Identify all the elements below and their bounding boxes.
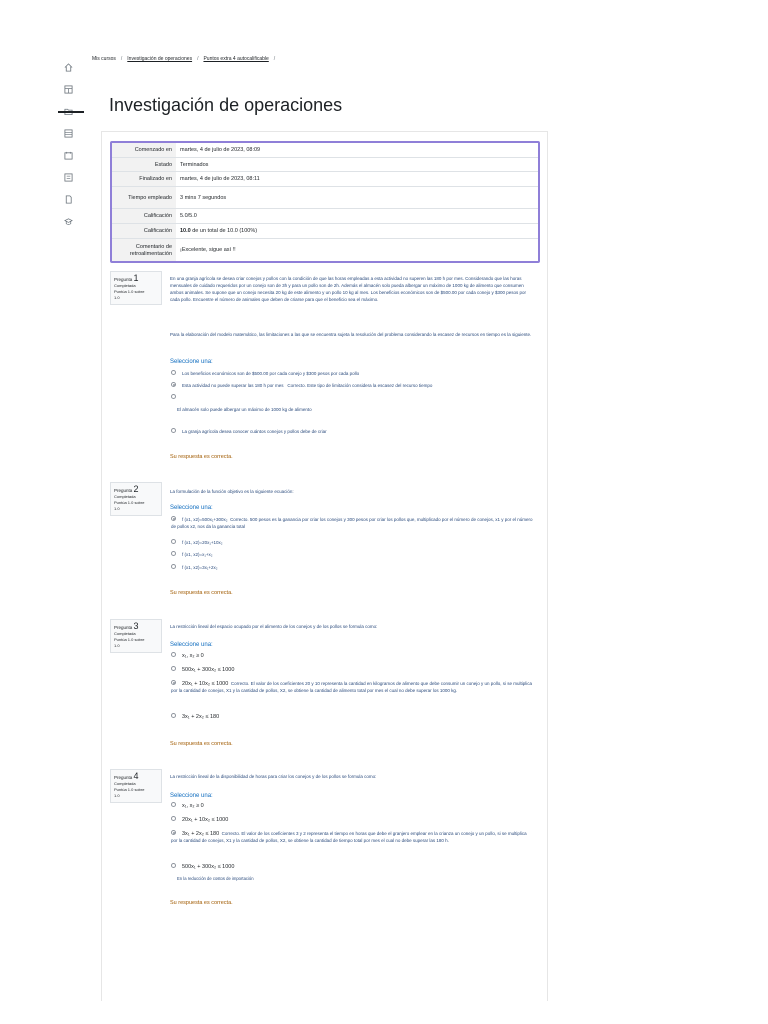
- summary-row-finished: [112, 172, 538, 187]
- summary-value: martes, 4 de julio de 2023, 08:11: [180, 176, 260, 182]
- question-label: Pregunta: [114, 625, 133, 630]
- summary-label: Calificación: [112, 209, 176, 223]
- answer-option[interactable]: [171, 667, 533, 674]
- page-title: Investigación de operaciones: [109, 95, 343, 115]
- answer-option[interactable]: [171, 429, 533, 436]
- option-feedback: Correcto. El valor de los coeficientes 20 y 10 representa la cantidad en kilogramos de alimento que debe consumir un conejo y un pollo, si se multiplica por la cantidad de conejos, X1 y la cantidad de pollos, X2, se obtiene la cantidad de alimento total por mes el cual no debe superar los 1000 kg.: [171, 681, 532, 693]
- summary-value: 3 mins 7 segundos: [180, 194, 227, 201]
- breadcrumb-quiz[interactable]: Puntos extra 4 autocalificable: [203, 56, 269, 62]
- option-text: f (x1, x2)=20x₁+10x₂: [182, 540, 223, 545]
- summary-value: Terminados: [180, 161, 209, 168]
- option-subtext: El almacén solo puede albergar un máximo de 1000 kg de alimento: [177, 407, 312, 412]
- summary-row-started: [112, 143, 538, 158]
- question-number: [114, 623, 158, 631]
- option-text: x₁, x₂ ≥ 0: [182, 803, 204, 809]
- grid-icon[interactable]: [52, 124, 84, 146]
- answer-option[interactable]: [171, 864, 533, 871]
- summary-label: Calificación: [112, 224, 176, 238]
- radio-button[interactable]: [171, 370, 176, 375]
- answer-option[interactable]: [171, 540, 533, 547]
- file-icon[interactable]: [52, 190, 84, 212]
- option-text: La granja agrícola desea conocer cuántos conejos y pollos debe de criar: [182, 429, 327, 434]
- question-score: Puntúa 1.0 sobre 1.0: [114, 500, 145, 511]
- summary-row-state: [112, 158, 538, 172]
- question-text: La restricción lineal de la disponibilidad de horas para criar los conejos y de los pollos se formula como:: [170, 774, 377, 779]
- radio-button[interactable]: [171, 652, 176, 657]
- summary-label: Finalizado en: [112, 172, 176, 186]
- radio-button[interactable]: [171, 666, 176, 671]
- answer-option[interactable]: [171, 714, 533, 721]
- radio-button[interactable]: [171, 802, 176, 807]
- option-subtext: En la reducción de costos de importación: [177, 876, 254, 881]
- select-one-label: Seleccione una:: [170, 505, 213, 511]
- radio-button[interactable]: [171, 551, 176, 556]
- answer-option[interactable]: [171, 653, 533, 660]
- breadcrumb: [92, 56, 280, 62]
- radio-button[interactable]: [171, 394, 176, 399]
- option-text: 20x₁ + 10x₂ ≤ 1000: [182, 817, 229, 823]
- question-text: La formulación de la función objetivo es la siguiente ecuación:: [170, 489, 294, 494]
- radio-button[interactable]: [171, 816, 176, 821]
- question-number-value: 4: [133, 771, 139, 781]
- question-info-4: [110, 769, 162, 803]
- question-label: Pregunta: [114, 775, 133, 780]
- question-label: Pregunta: [114, 488, 133, 493]
- radio-button[interactable]: [171, 713, 176, 718]
- question-text: La restricción lineal del espacio ocupado por el alimento de los conejos y de los pollos se formula como:: [170, 624, 378, 629]
- question-number: [114, 486, 158, 494]
- select-one-label: Seleccione una:: [170, 642, 213, 648]
- answer-option[interactable]: [171, 383, 533, 390]
- option-text: f (x1, x2)=500x₁+300x₂: [182, 517, 228, 522]
- question-score: Puntúa 1.0 sobre 1.0: [114, 289, 145, 300]
- answer-option[interactable]: [171, 817, 533, 824]
- summary-row-grade: [112, 224, 538, 239]
- question-label: Pregunta: [114, 277, 133, 282]
- question-status: Completada: [114, 283, 136, 288]
- question-score: Puntúa 1.0 sobre 1.0: [114, 787, 145, 798]
- question-score: Puntúa 1.0 sobre 1.0: [114, 637, 145, 648]
- option-text: f (x1, x2)=3x₁+2x₂: [182, 565, 218, 570]
- breadcrumb-my-courses[interactable]: Mis cursos: [92, 56, 116, 62]
- radio-button[interactable]: [171, 863, 176, 868]
- list-icon[interactable]: [52, 168, 84, 190]
- radio-button[interactable]: [171, 428, 176, 433]
- question-number-value: 2: [133, 484, 139, 494]
- question-feedback: Su respuesta es correcta.: [170, 590, 233, 596]
- select-one-label: Seleccione una:: [170, 359, 213, 365]
- radio-button-selected[interactable]: [171, 516, 176, 521]
- option-text: 20x₁ + 10x₂ ≤ 1000: [182, 681, 229, 687]
- option-text: Los beneficios económicos son de $500.00 por cada conejo y $300 pesos por cada pollo: [182, 371, 360, 376]
- dashboard-icon[interactable]: [52, 80, 84, 102]
- question-number-value: 1: [133, 273, 139, 283]
- radio-button[interactable]: [171, 539, 176, 544]
- radio-button-selected[interactable]: [171, 382, 176, 387]
- summary-row-time: [112, 187, 538, 209]
- question-number-value: 3: [133, 621, 139, 631]
- answer-option[interactable]: [171, 565, 533, 572]
- question-info-2: [110, 482, 162, 516]
- breadcrumb-separator: /: [273, 56, 276, 62]
- side-nav-rail: [52, 58, 84, 234]
- grad-cap-icon[interactable]: [52, 212, 84, 234]
- question-number: [114, 773, 158, 781]
- grade-value: 10.0: [180, 228, 191, 234]
- radio-button-selected[interactable]: [171, 680, 176, 685]
- option-text: x₁, x₂ ≥ 0: [182, 653, 204, 659]
- radio-button[interactable]: [171, 564, 176, 569]
- grade-total: de un total de 10.0 (100%): [190, 228, 258, 234]
- calendar-icon[interactable]: [52, 146, 84, 168]
- option-text: 500x₁ + 300x₂ ≤ 1000: [182, 667, 235, 673]
- answer-option[interactable]: [171, 831, 533, 844]
- summary-label: Estado: [112, 158, 176, 171]
- summary-label: Comentario de retroalimentación: [112, 239, 176, 261]
- question-info-3: [110, 619, 162, 653]
- answer-option[interactable]: [171, 681, 533, 694]
- question-feedback: Su respuesta es correcta.: [170, 900, 233, 906]
- question-text: Para la elaboración del modelo matemático, las limitaciones a las que se encuentra sujeta la resolución del problema considerando la escasez de recursos en tiempo es la siguiente.: [170, 332, 532, 337]
- question-info-1: [110, 271, 162, 305]
- question-status: Completada: [114, 781, 136, 786]
- question-number: [114, 275, 158, 283]
- question-feedback: Su respuesta es correcta.: [170, 454, 233, 460]
- folder-icon[interactable]: [52, 102, 84, 124]
- summary-row-marks: [112, 209, 538, 224]
- breadcrumb-course[interactable]: Investigación de operaciones: [127, 56, 193, 62]
- answer-option[interactable]: [171, 371, 533, 378]
- attempt-summary-table: [110, 141, 540, 263]
- summary-value: 5.0/5.0: [180, 213, 197, 219]
- breadcrumb-separator: /: [197, 56, 199, 62]
- active-nav-indicator: [58, 111, 84, 113]
- question-text: En una granja agrícola se desea criar conejos y pollos con la condición de que las horas empleadas a esta actividad no superen las 180 h por mes. Considerando que las horas mensuales de cuidado requeridos por un conejo son de 3h y para un pollo son de 2h. Además el almacén solo pueda albergar un máximo de 1000 kg de alimento que consumen ambos animales. Se supone que un conejo necesita 20 kg de este alimento y un pollo 10 kg al mes. Los beneficios económicos son de $500.00 por cada conejo y $300 pesos por cada pollo. Encuentre el número de animales que deben de criarse para que el beneficio sea el máximo.: [170, 276, 526, 302]
- option-text: f (x1, x2)=x₁+x₂: [182, 552, 213, 557]
- answer-option[interactable]: [171, 803, 533, 810]
- home-icon[interactable]: [52, 58, 84, 80]
- summary-label: Tiempo empleado: [112, 187, 176, 208]
- option-feedback: Correcto. Este tipo de limitación considera la escasez del recurso tiempo: [287, 383, 433, 388]
- option-feedback: Correcto. 500 pesos es la ganancia por criar los conejos y 300 pesos por criar los pollos que, multiplicado por el número de conejos, x1 y por el número de pollos x2, nos da la ganancia total: [171, 517, 533, 529]
- summary-value: ¡Excelente, sigue así !!: [180, 247, 236, 253]
- question-status: Completada: [114, 494, 136, 499]
- option-text: 3x₁ + 2x₂ ≤ 180: [182, 714, 220, 720]
- option-text: Esta actividad no puede superar las 180 h por mes: [182, 383, 284, 388]
- answer-option[interactable]: [171, 517, 533, 530]
- question-feedback: Su respuesta es correcta.: [170, 741, 233, 747]
- answer-option[interactable]: [171, 395, 533, 402]
- question-status: Completada: [114, 631, 136, 636]
- select-one-label: Seleccione una:: [170, 793, 213, 799]
- summary-label: Comenzado en: [112, 143, 176, 157]
- option-feedback: Correcto. El valor de los coeficientes 3 y 2 representa el tiempo en horas que debe el granjero emplear en la crianza un conejo y un pollo, si se multiplica por la cantidad de conejos, X1 y la cantidad de pollos, X2, se obtiene la cantidad de tiempo total por mes el cual no debe superar las 180 h.: [171, 831, 527, 843]
- answer-option[interactable]: [171, 552, 533, 559]
- summary-value: [176, 224, 538, 238]
- option-text: 3x₁ + 2x₂ ≤ 180: [182, 831, 220, 837]
- summary-row-feedback: [112, 239, 538, 261]
- radio-button-selected[interactable]: [171, 830, 176, 835]
- option-text: 500x₁ + 300x₂ ≤ 1000: [182, 864, 235, 870]
- summary-value: martes, 4 de julio de 2023, 08:09: [180, 147, 261, 153]
- breadcrumb-separator: /: [120, 56, 123, 62]
